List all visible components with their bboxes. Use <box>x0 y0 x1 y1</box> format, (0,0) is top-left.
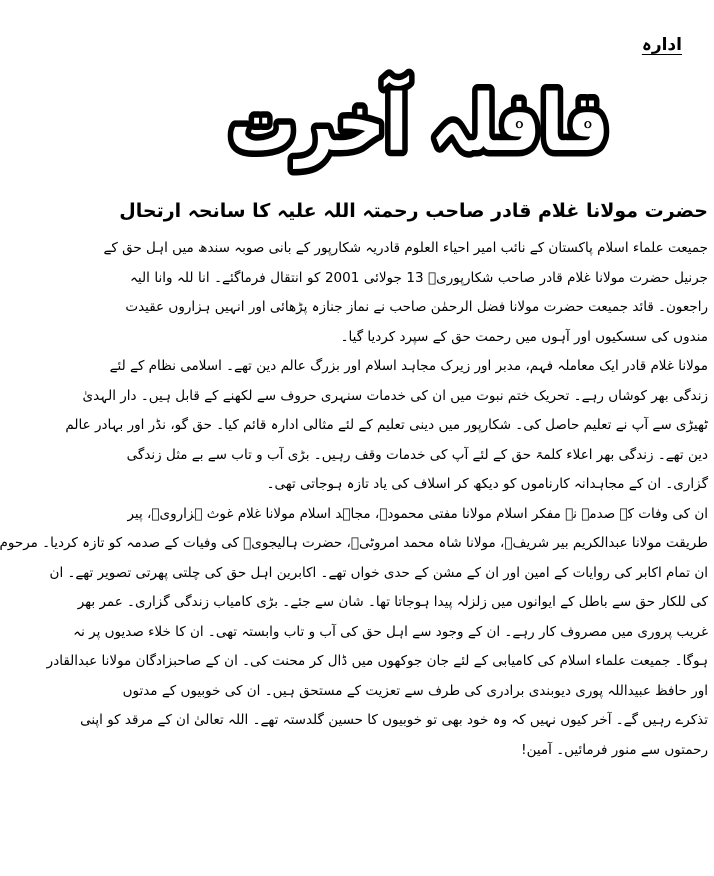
article-paragraph <box>0 500 708 766</box>
text-line: غریب پروری میں مصروف کار رہے۔ ان کے وجود سے اہل حق کی آب و تاب وابستہ تھی۔ ان کا خلاء صدیوں پر نہ <box>73 623 708 640</box>
text-line: زندگی بھر کوشاں رہے۔ تحریک ختم نبوت میں ان کی خدمات سنہری حروف سے لکھنے کے قابل ہیں۔ دار الہدیٰ <box>82 387 708 404</box>
masthead-title <box>224 68 675 180</box>
text-line: جمیعت علماء اسلام پاکستان کے نائب امیر احیاء العلوم قادریہ شکارپور کے بانی صوبہ سندھ میں اہل حق کے <box>103 240 708 256</box>
text-line: اور حافظ عبیداللہ پوری دیوبندی برادری کی طرف سے تعزیت کے مستحق ہیں۔ ان کی خوبیوں کے مدتوں <box>122 682 708 699</box>
masthead-outline: قافلہ آخرت <box>229 79 675 169</box>
article-paragraph <box>103 234 708 352</box>
article-headline: حضرت مولانا غلام قادر صاحب رحمتہ اللہ علیہ کا سانحہ ارتحال <box>119 200 708 222</box>
text-line: رحمتوں سے منور فرمائیں۔ آمین! <box>521 741 708 758</box>
text-line: مولانا غلام قادر ایک معاملہ فہم، مدبر اور زیرک مجاہد اسلام اور بزرگ عالم دین تھے۔ اسلامی نظام کے لئے <box>109 358 708 374</box>
section-label: ادارہ <box>641 35 682 55</box>
text-line: راجعون۔ قائد جمیعت حضرت مولانا فضل الرحمٰن صاحب نے نماز جنازہ پڑھائی اور انہیں ہزاروں عقیدت <box>125 299 708 315</box>
text-line: گزاری۔ ان کے مجاہدانہ کارناموں کو دیکھ کر اسلاف کی یاد تازہ ہوجاتی تھی۔ <box>266 476 708 492</box>
text-line: مندوں کی سسکیوں اور آہوں میں رحمت حق کے سپرد کردیا گیا۔ <box>340 328 708 345</box>
text-line: تذکرے رہیں گے۔ آخر کیوں نہیں کہ وہ خود بھی تو خوبیوں کا حسین گلدستہ تھے۔ اللہ تعالیٰ ان کے مرقد کو اپنی <box>80 712 708 728</box>
article-body <box>0 234 708 765</box>
text-line: ہوگا۔ جمیعت علماء اسلام کی کامیابی کے لئے جان جوکھوں میں ڈال کر محنت کی۔ ان کے صاحبزادگان مولانا عبدالقادر <box>46 653 708 669</box>
text-line: کی للکار حق سے باطل کے ایوانوں میں زلزلہ پیدا ہوجاتا تھا۔ شان سے جئے۔ بڑی کامیاب زندگی گزاری۔ عمر بھر <box>77 594 708 610</box>
text-line: ان کی وفات کے صدمہ نے مفکر اسلام مولانا مفتی محمودؒ، مجاہد اسلام مولانا غلام غوث ہزارویؒ، پیر <box>127 505 708 522</box>
text-line: ٹھیڑی سے آپ نے تعلیم حاصل کی۔ شکارپور میں دینی تعلیم کے لئے مثالی ادارہ قائم کیا۔ حق گو، نڈر اور بہادر عالم <box>65 417 708 433</box>
masthead-graphic <box>224 68 675 180</box>
text-line: ان تمام اکابر کی روایات کے امین اور ان کے مشن کے حدی خواں تھے۔ اکابرین اہل حق کی چلتی پھرتی تصویر تھے۔ ان <box>49 564 708 581</box>
text-line: جرنیل حضرت مولانا غلام قادر صاحب شکارپوریؒ 13 جولائی 2001 کو انتقال فرماگئے۔ انا للہ وانا الیہ <box>130 269 708 286</box>
article-paragraph <box>65 352 708 500</box>
text-line: دین تھے۔ زندگی بھر اعلاء کلمۃ حق کے لئے آپ کی خدمات وقف رہیں۔ بڑی آب و تاب سے بے مثل زندگی <box>126 446 708 463</box>
text-line: طریقت مولانا عبدالکریم بیر شریفؒ، مولانا شاہ محمد امروٹیؒ، حضرت ہالیجویؒ کی وفیات کے صدمہ کو تازہ کردیا۔ مرحوم <box>0 535 708 551</box>
